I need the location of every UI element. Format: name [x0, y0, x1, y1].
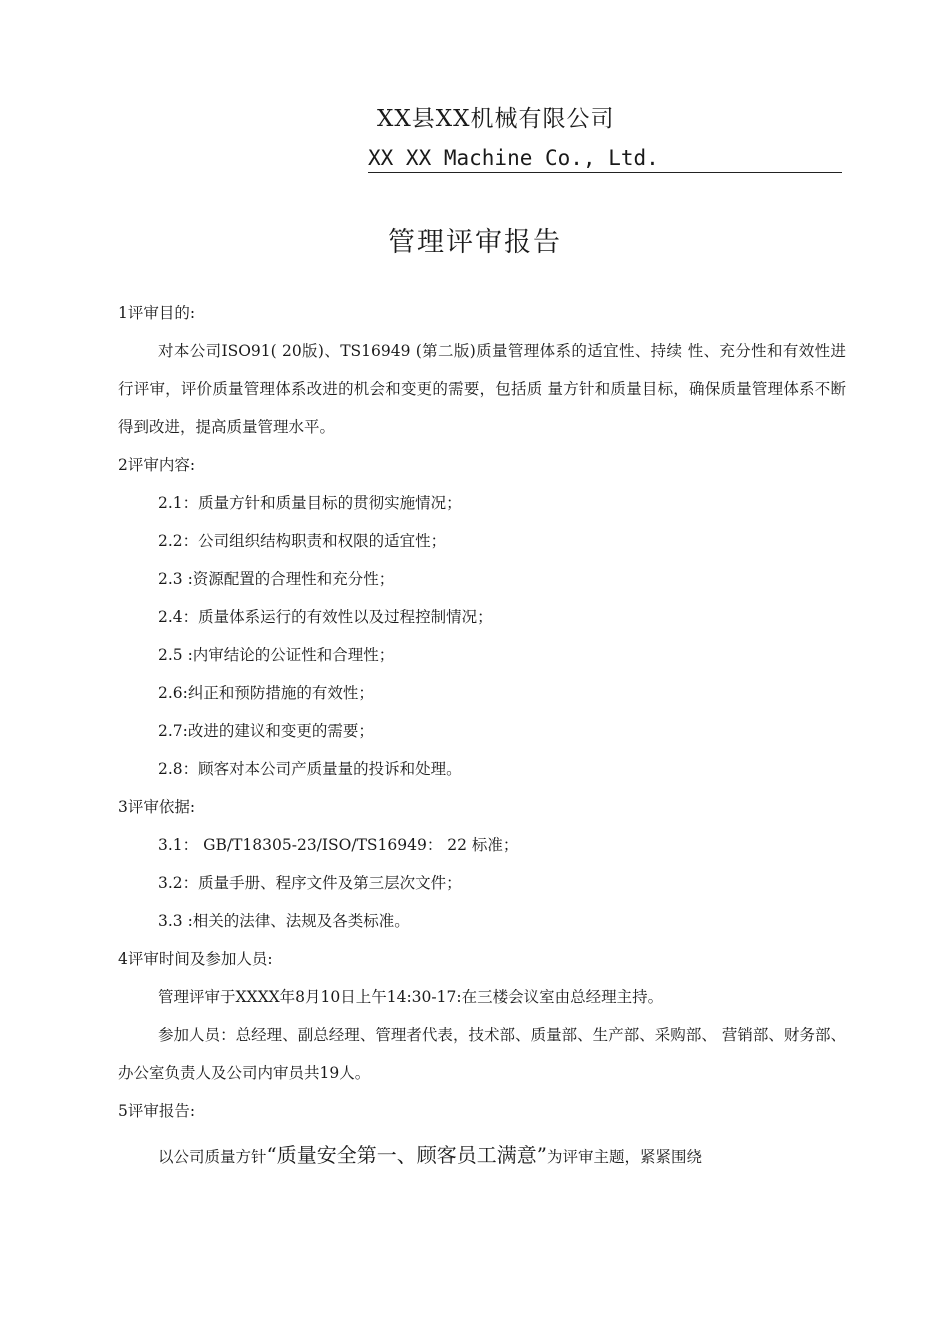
review-time-paragraph: 管理评审于XXXX年8月10日上午14:30-17:在三楼会议室由总经理主持。: [158, 988, 664, 1006]
paragraph-tail: 为评审主题，紧紧围绕: [546, 1148, 702, 1166]
list-item: 2.1：质量方针和质量目标的贯彻实施情况；: [158, 494, 462, 512]
section-heading-3: 3评审依据:: [118, 798, 196, 816]
list-item: 3.3 :相关的法律、法规及各类标准。: [158, 912, 410, 930]
attendees-paragraph: 参加人员：总经理、副总经理、管理者代表，技术部、质量部、生产部、采购部、 营销部、财务部、办公室负责人及公司内审员共19人。: [118, 1026, 846, 1082]
section-heading-1: 1评审目的:: [118, 304, 196, 322]
company-name-en: XX XX Machine Co., Ltd.: [368, 146, 842, 173]
list-item: 3.2：质量手册、程序文件及第三层次文件；: [158, 874, 462, 892]
report-body: [118, 294, 846, 1182]
company-name-cn: XX县XX机械有限公司: [377, 106, 615, 132]
section-5-paragraph: [118, 1130, 846, 1182]
list-item: 2.4：质量体系运行的有效性以及过程控制情况；: [158, 608, 493, 626]
section-heading-5: 5评审报告:: [118, 1102, 196, 1120]
list-item: 2.7:改进的建议和变更的需要；: [158, 722, 374, 740]
list-item: 3.1： GB/T18305-23/ISO/TS16949： 22 标准；: [158, 836, 519, 854]
quality-policy-quote: “质量安全第一、顾客员工满意”: [266, 1143, 547, 1167]
list-item: 2.2：公司组织结构职责和权限的适宜性；: [158, 532, 447, 550]
section-heading-4: 4评审时间及参加人员:: [118, 950, 273, 968]
section-1-paragraph: 对本公司ISO91( 20版)、TS16949 (第二版)质量管理体系的适宜性、持续 性、充分性和有效性进行评审，评价质量管理体系改进的机会和变更的需要，包括质 量方针和质量目标，确保质量管理体系不断得到改进，提高质量管理水平。: [118, 342, 846, 436]
list-item: 2.5 :内审结论的公证性和合理性；: [158, 646, 395, 664]
list-item: 2.8：顾客对本公司产质量量的投诉和处理。: [158, 760, 462, 778]
list-item: 2.6:纠正和预防措施的有效性；: [158, 684, 374, 702]
page-title: 管理评审报告: [388, 227, 562, 258]
section-heading-2: 2评审内容:: [118, 456, 196, 474]
list-item: 2.3 :资源配置的合理性和充分性；: [158, 570, 395, 588]
paragraph-lead: 以公司质量方针: [158, 1148, 267, 1166]
